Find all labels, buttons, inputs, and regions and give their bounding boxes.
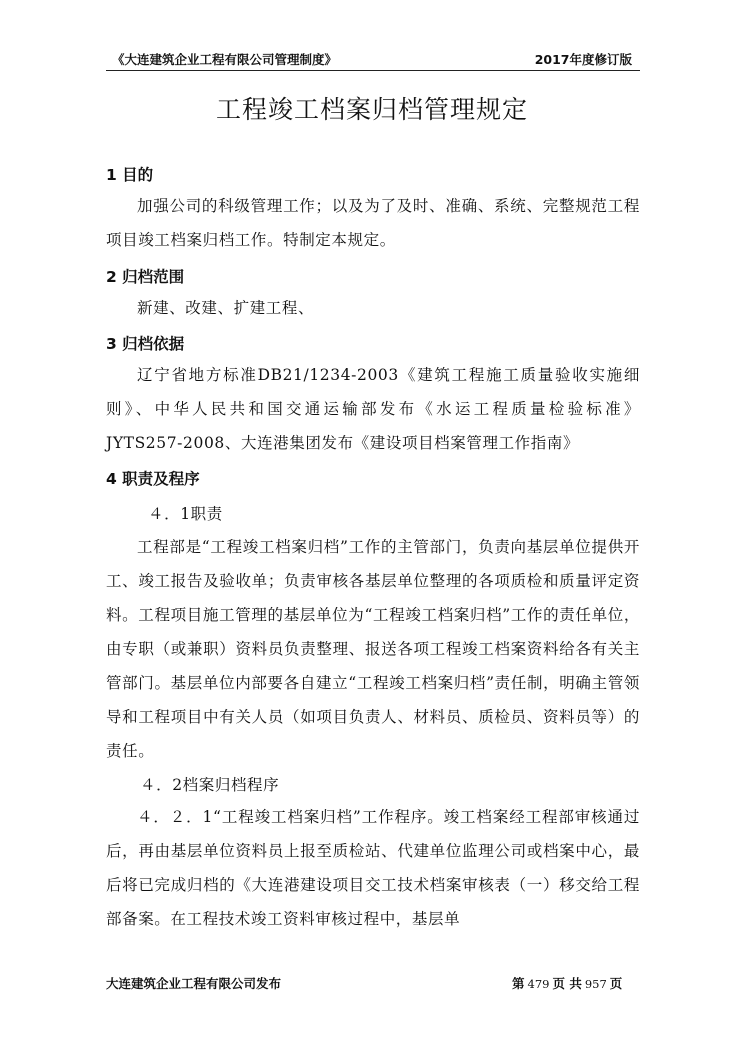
page-total: 957 xyxy=(584,977,607,991)
page-suffix: 页 xyxy=(609,976,623,991)
subsection-label-duties: ４．1职责 xyxy=(148,505,223,523)
document-title: 工程竣工档案归档管理规定 xyxy=(215,95,528,124)
section-body-purpose: 加强公司的科级管理工作；以及为了及时、准确、系统、完整规范工程项目竣工档案归档工作。特制定本规定。 xyxy=(106,197,640,249)
subsection-label-archiving-procedure: ４．2档案归档程序 xyxy=(140,776,280,794)
page-number xyxy=(512,974,622,992)
header-doc-name: 《大连建筑企业工程有限公司管理制度》 xyxy=(112,52,338,67)
section-heading-scope: 2 归档范围 xyxy=(106,268,185,286)
page-header xyxy=(106,50,640,71)
subsection-body-archiving-procedure: ４．２．1“工程竣工档案归档”工作程序。竣工档案经工程部审核通过后，再由基层单位资料员上报至质检站、代建单位监理公司或档案中心，最后将已完成归档的《大连港建设项目交工技术档案审核表（一）移交给工程部备案。在工程技术竣工资料审核过程中，基层单 xyxy=(106,808,640,928)
section-body-scope: 新建、改建、扩建工程、 xyxy=(137,299,315,317)
page-mid: 页 共 xyxy=(552,976,582,991)
section-heading-purpose: 1 目的 xyxy=(106,166,154,184)
page-prefix: 第 xyxy=(512,976,525,991)
subsection-body-duties: 工程部是“工程竣工档案归档”工作的主管部门，负责向基层单位提供开工、竣工报告及验收单；负责审核各基层单位整理的各项质检和质量评定资料。工程项目施工管理的基层单位为“工程竣工档案归档”工作的责任单位，由专职（或兼职）资料员负责整理、报送各项工程竣工档案资料给各有关主管部门。基层单位内部要各自建立“工程竣工档案归档”责任制，明确主管领导和工程项目中有关人员（如项目负责人、材料员、质检员、资料员等）的责任。 xyxy=(106,538,640,760)
page-current: 479 xyxy=(527,977,550,991)
section-heading-responsibility: 4 职责及程序 xyxy=(106,470,200,488)
section-body-basis: 辽宁省地方标准DB21/1234-2003《建筑工程施工质量验收实施细则》、中华人民共和国交通运输部发布《水运工程质量检验标准》JYTS257-2008、大连港集团发布《建设项目档案管理工作指南》 xyxy=(106,366,640,452)
header-edition: 2017年度修订版 xyxy=(534,52,632,67)
footer-publisher: 大连建筑企业工程有限公司发布 xyxy=(106,976,282,991)
section-heading-basis: 3 归档依据 xyxy=(106,335,185,353)
